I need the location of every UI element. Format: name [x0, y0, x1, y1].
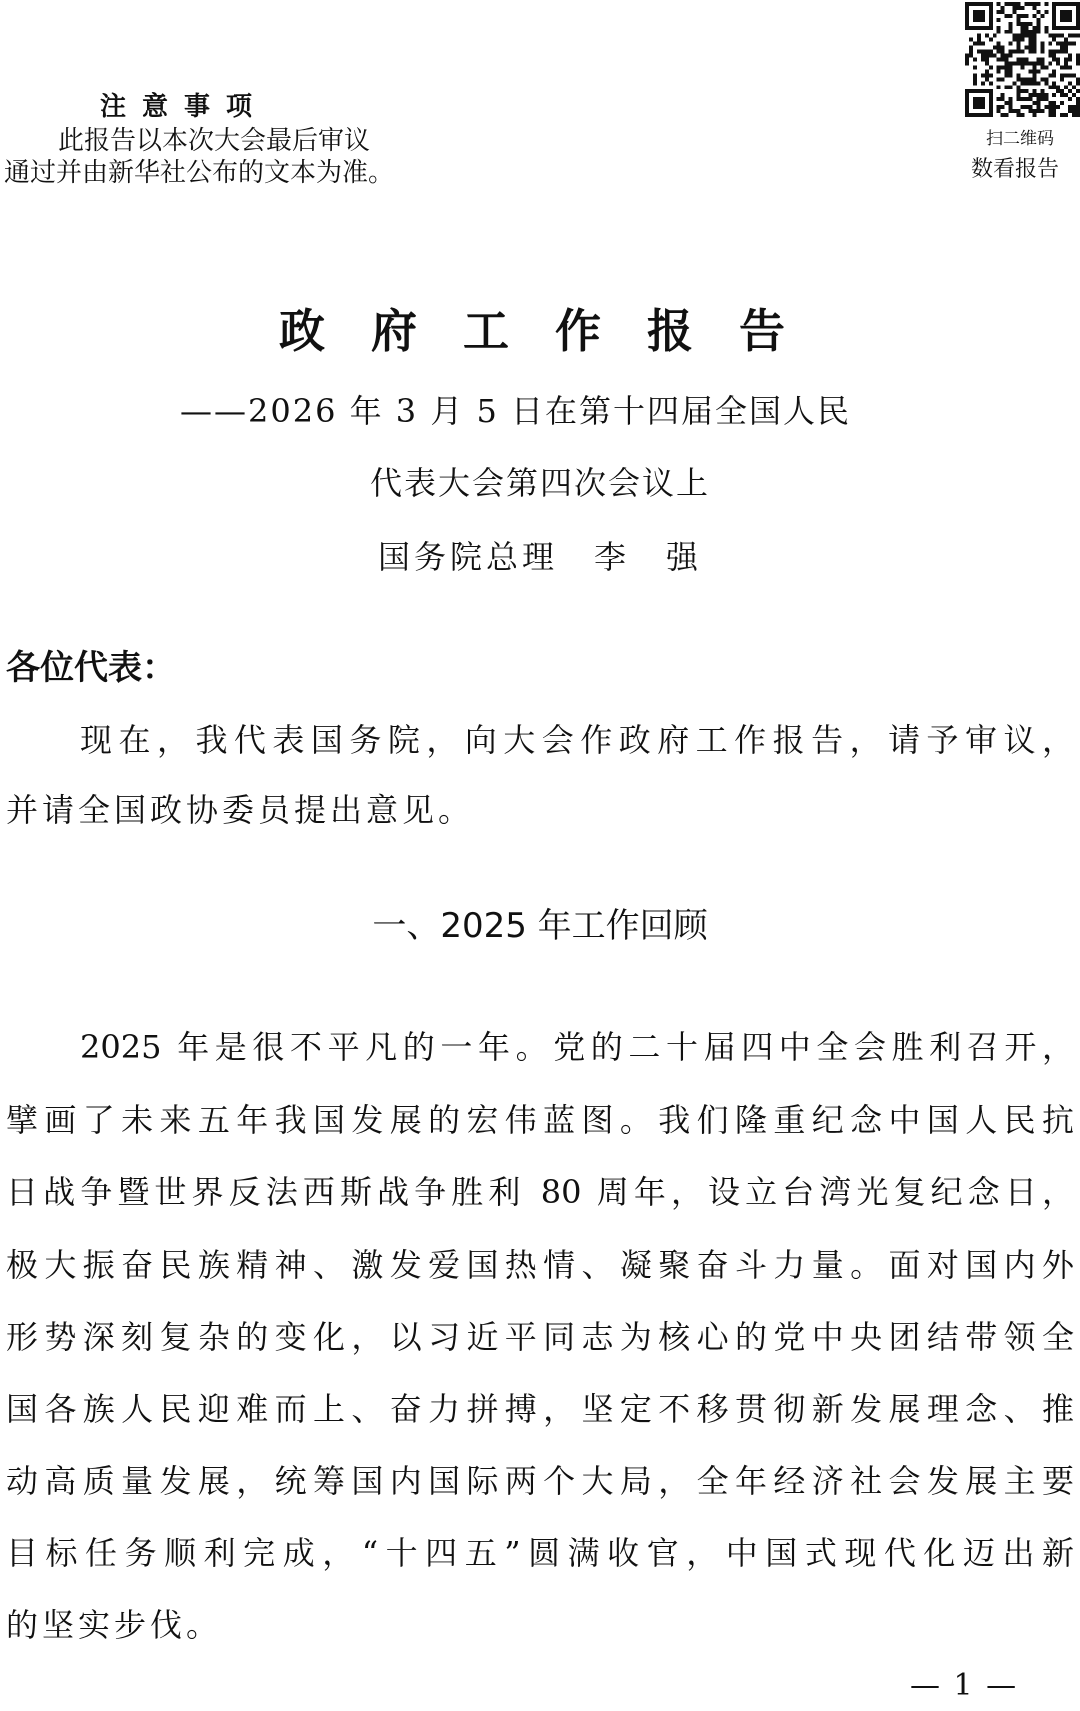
body-line: 的坚实步伐。	[6, 1606, 223, 1644]
body-line: 形势深刻复杂的变化，以习近平同志为核心的党中央团结带领全	[6, 1318, 1074, 1356]
body-line: 擘画了未来五年我国发展的宏伟蓝图。我们隆重纪念中国人民抗	[6, 1101, 1074, 1139]
intro-line-1: 现在，我代表国务院，向大会作政府工作报告，请予审议，	[80, 721, 1074, 759]
body-line: 日战争暨世界反法西斯战争胜利 80 周年，设立台湾光复纪念日，	[6, 1173, 1074, 1211]
body-line: 目标任务顺利完成，“十四五”圆满收官，中国式现代化迈出新	[6, 1534, 1074, 1572]
qr-caption-scan: 扫二维码	[986, 129, 1054, 149]
speaker-line: 国务院总理 李 强	[377, 538, 702, 576]
body-line: 2025 年是很不平凡的一年。党的二十届四中全会胜利召开，	[80, 1028, 1074, 1066]
document-title: 政府工作报告	[279, 304, 831, 358]
qr-code-icon[interactable]	[965, 2, 1080, 117]
notice-text-line-1: 此报告以本次大会最后审议	[58, 126, 371, 156]
subtitle-line-1: ——2026 年 3 月 5 日在第十四届全国人民	[180, 392, 852, 430]
page-number: — 1 —	[910, 1668, 1019, 1703]
subtitle-line-2: 代表大会第四次会议上	[369, 464, 710, 502]
body-line: 国各族人民迎难而上、奋力拼搏，坚定不移贯彻新发展理念、推	[6, 1390, 1074, 1428]
qr-caption-view-report: 数看报告	[970, 157, 1059, 182]
intro-line-2: 并请全国政协委员提出意见。	[6, 791, 475, 829]
body-line: 极大振奋民族精神、激发爱国热情、凝聚奋斗力量。面对国内外	[6, 1246, 1074, 1284]
salutation: 各位代表：	[6, 648, 176, 688]
notice-text-line-2: 通过并由新华社公布的文本为准。	[4, 158, 395, 188]
section-heading: 一、2025 年工作回顾	[372, 906, 708, 946]
body-line: 动高质量发展，统筹国内国际两个大局，全年经济社会发展主要	[6, 1462, 1074, 1500]
notice-title: 注意事项	[100, 92, 269, 122]
